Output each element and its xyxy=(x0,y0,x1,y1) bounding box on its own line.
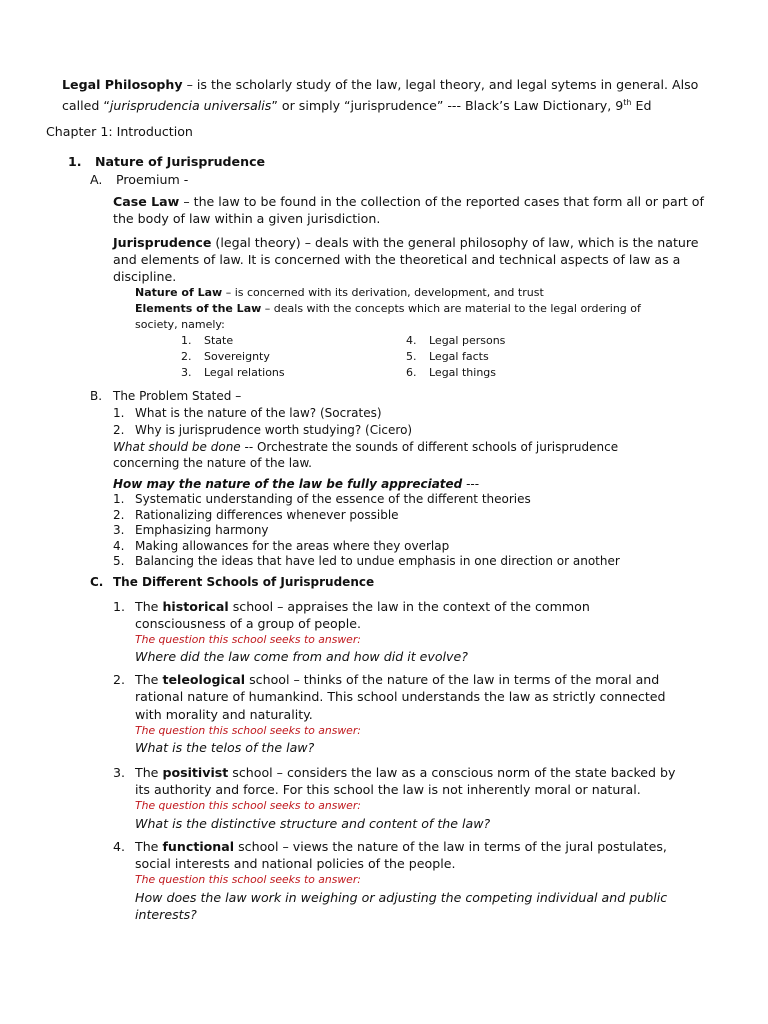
nature-of-law-text: – is concerned with its derivation, development, and trust xyxy=(222,286,544,299)
question-text: What is the nature of the law? (Socrates) xyxy=(135,406,382,420)
how-num: 2. xyxy=(113,507,125,522)
element-label: State xyxy=(204,334,234,347)
element-num: 6. xyxy=(406,366,417,379)
school-text: school – thinks of the nature of the law in terms of the moral and xyxy=(245,672,660,687)
chapter-heading: Chapter 1: Introduction xyxy=(46,124,193,139)
school-name: historical xyxy=(162,599,229,614)
element-num: 2. xyxy=(181,350,192,363)
what-should-be-done-text: -- Orchestrate the sounds of different schools of jurisprudence xyxy=(240,440,619,454)
definition-line-2 xyxy=(62,94,651,114)
how-item: Rationalizing differences whenever possible xyxy=(135,507,399,522)
what-should-be-done-label: What should be done xyxy=(113,440,241,454)
school-line-1 xyxy=(135,838,667,855)
case-law-line-2: the body of law within a given jurisdiction. xyxy=(113,211,381,226)
definition-line-1 xyxy=(62,76,698,93)
superscript: th xyxy=(623,98,632,107)
nature-of-law-term: Nature of Law xyxy=(135,286,223,299)
subsection-b-title: The Problem Stated – xyxy=(113,389,242,403)
definition-text-2c: Ed xyxy=(631,98,652,114)
how-item: Systematic understanding of the essence of the different theories xyxy=(135,492,531,506)
school-prefix: The xyxy=(135,765,163,780)
subsection-a-label: A. xyxy=(90,172,103,187)
definition-text-2b: ” or simply “jurisprudence” --- Black’s Law Dictionary, 9 xyxy=(271,98,624,114)
how-num: 1. xyxy=(113,492,125,506)
school-question: What is the telos of the law? xyxy=(135,740,315,755)
subsection-b-label: B. xyxy=(90,389,103,403)
how-num: 4. xyxy=(113,538,125,553)
question-text: Why is jurisprudence worth studying? (Cicero) xyxy=(135,423,413,437)
how-appreciated-dash: --- xyxy=(462,477,480,491)
school-text: school – views the nature of the law in terms of the jural postulates, xyxy=(234,839,667,854)
definition-text: – is the scholarly study of the law, legal theory, and legal sytems in general. Also xyxy=(182,77,699,92)
school-name: teleological xyxy=(162,672,246,687)
what-should-be-done xyxy=(113,440,618,456)
latin-term: jurisprudencia universalis xyxy=(109,98,272,114)
nature-of-law xyxy=(135,285,544,301)
school-question-line-2: interests? xyxy=(135,907,197,922)
question-label: The question this school seeks to answer: xyxy=(135,799,361,812)
school-num: 3. xyxy=(113,765,126,780)
case-law-text: – the law to be found in the collection of the reported cases that form all or part of xyxy=(179,194,704,209)
school-num: 1. xyxy=(113,599,126,614)
element-num: 4. xyxy=(406,334,417,347)
school-line-1 xyxy=(135,598,590,615)
subsection-c-label: C. xyxy=(90,575,104,589)
school-question: How does the law work in weighing or adjusting the competing individual and public xyxy=(135,890,668,905)
element-num: 3. xyxy=(181,366,192,379)
school-question: Where did the law come from and how did it evolve? xyxy=(135,649,468,664)
jurisprudence-line-2: and elements of law. It is concerned with the theoretical and technical aspects of law as a xyxy=(113,252,681,267)
elements-of-law-term: Elements of the Law xyxy=(135,302,262,315)
question-label: The question this school seeks to answer: xyxy=(135,873,361,886)
school-line-1 xyxy=(135,671,659,688)
section-title: Nature of Jurisprudence xyxy=(95,154,266,169)
jurisprudence-line-3: discipline. xyxy=(113,269,177,284)
school-prefix: The xyxy=(135,839,163,854)
school-line: its authority and force. For this school the law is not inherently moral or natural. xyxy=(135,782,641,797)
element-label: Sovereignty xyxy=(204,350,270,363)
elements-of-law xyxy=(135,301,641,317)
elements-of-law-text: – deals with the concepts which are material to the legal ordering of xyxy=(261,302,641,315)
school-line: with morality and naturality. xyxy=(135,707,313,722)
school-line: consciousness of a group of people. xyxy=(135,616,361,631)
case-law-line-1 xyxy=(113,193,704,210)
how-appreciated-label: How may the nature of the law be fully appreciated xyxy=(113,477,463,491)
how-item: Making allowances for the areas where they overlap xyxy=(135,538,450,553)
school-prefix: The xyxy=(135,672,163,687)
school-name: positivist xyxy=(162,765,229,780)
question-num: 2. xyxy=(113,423,125,437)
case-law-term: Case Law xyxy=(113,194,180,209)
how-item: Emphasizing harmony xyxy=(135,523,269,537)
elements-of-law-line-2: society, namely: xyxy=(135,318,225,331)
school-question: What is the distinctive structure and content of the law? xyxy=(135,816,491,831)
jurisprudence-term: Jurisprudence xyxy=(113,235,212,250)
school-num: 2. xyxy=(113,672,126,687)
subsection-c-title: The Different Schools of Jurisprudence xyxy=(113,575,375,589)
school-line: social interests and national policies of the people. xyxy=(135,856,456,871)
question-num: 1. xyxy=(113,406,125,420)
question-label: The question this school seeks to answer: xyxy=(135,724,361,737)
what-should-be-done-line-2: concerning the nature of the law. xyxy=(113,456,312,470)
jurisprudence-text: (legal theory) – deals with the general philosophy of law, which is the nature xyxy=(211,235,699,250)
school-prefix: The xyxy=(135,599,163,614)
element-label: Legal facts xyxy=(429,350,489,363)
element-label: Legal persons xyxy=(429,334,506,347)
subsection-a-title: Proemium - xyxy=(116,172,189,187)
how-item: Balancing the ideas that have led to undue emphasis in one direction or another xyxy=(135,554,620,568)
section-number: 1. xyxy=(68,154,82,169)
question-label: The question this school seeks to answer: xyxy=(135,633,361,646)
how-num: 5. xyxy=(113,554,125,568)
element-label: Legal things xyxy=(429,366,497,379)
definition-term: Legal Philosophy xyxy=(62,77,183,92)
school-line-1 xyxy=(135,764,675,781)
school-name: functional xyxy=(162,839,235,854)
element-label: Legal relations xyxy=(204,366,285,379)
how-num: 3. xyxy=(113,523,125,537)
school-line: rational nature of humankind. This school understands the law as strictly connected xyxy=(135,689,666,704)
element-num: 1. xyxy=(181,334,192,347)
how-appreciated-heading xyxy=(113,477,479,493)
element-num: 5. xyxy=(406,350,417,363)
school-text: school – considers the law as a conscious norm of the state backed by xyxy=(228,765,676,780)
definition-text-2a: called “ xyxy=(62,98,110,114)
school-num: 4. xyxy=(113,839,126,854)
school-text: school – appraises the law in the context of the common xyxy=(228,599,590,614)
jurisprudence-line-1 xyxy=(113,234,699,251)
